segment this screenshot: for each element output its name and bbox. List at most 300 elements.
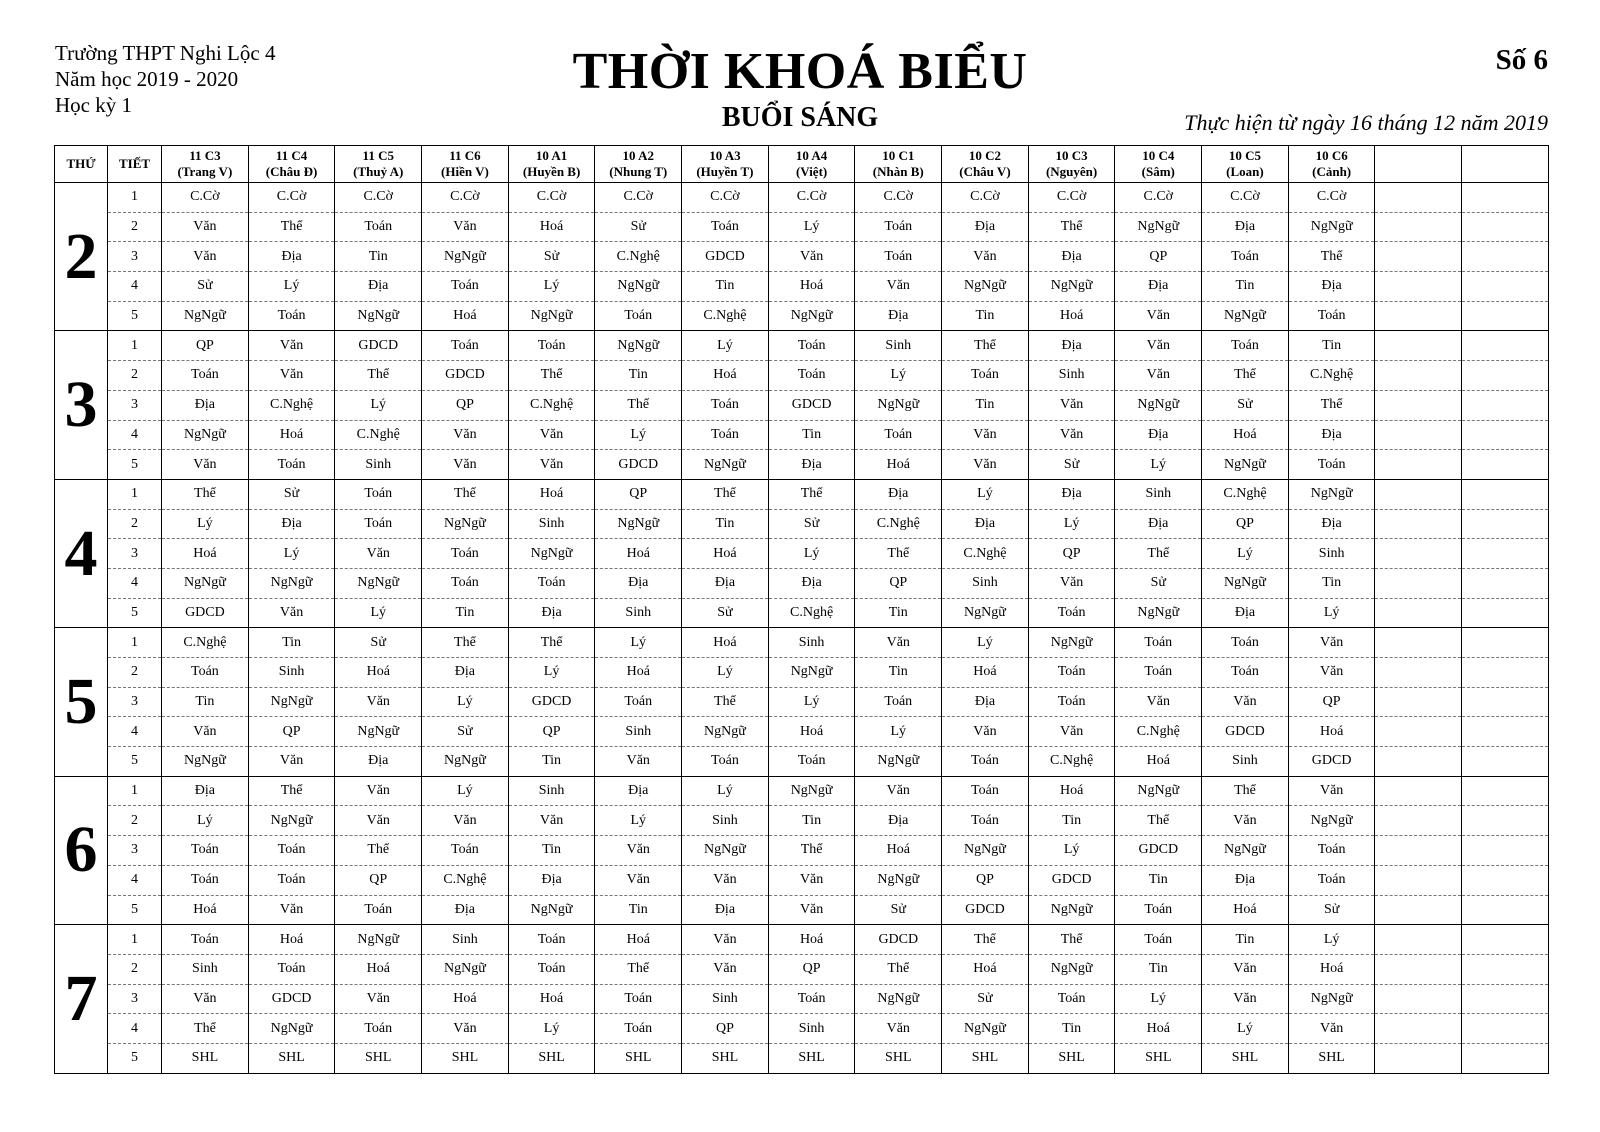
subject-cell: Toán	[508, 925, 595, 955]
subject-cell: Lý	[595, 628, 682, 658]
subject-cell: GDCD	[768, 390, 855, 420]
subject-cell: NgNgữ	[1028, 628, 1115, 658]
subject-cell: Hoá	[1288, 954, 1375, 984]
subject-cell: Văn	[162, 450, 249, 480]
subject-cell: Toán	[1202, 628, 1289, 658]
subject-cell: Tin	[1288, 331, 1375, 361]
subject-cell: Lý	[335, 390, 422, 420]
subject-cell: Sinh	[682, 984, 769, 1014]
subject-cell: NgNgữ	[508, 301, 595, 331]
subject-cell: NgNgữ	[248, 806, 335, 836]
class-header	[1115, 146, 1202, 183]
class-name: 10 C4	[1142, 148, 1175, 163]
subject-cell: Toán	[335, 509, 422, 539]
subject-cell: NgNgữ	[335, 301, 422, 331]
subject-cell: Thể	[248, 776, 335, 806]
subject-cell: NgNgữ	[1202, 450, 1289, 480]
class-header	[1028, 146, 1115, 183]
empty-cell	[1462, 331, 1549, 361]
subject-cell: Sinh	[595, 717, 682, 747]
subject-cell: Toán	[1028, 658, 1115, 688]
class-teacher: (Thuỷ A)	[353, 164, 404, 179]
subject-cell: Toán	[335, 479, 422, 509]
subject-cell: C.Cờ	[248, 183, 335, 213]
subject-cell: SHL	[1028, 1043, 1115, 1073]
subject-cell: C.Cờ	[595, 183, 682, 213]
page-subtitle: BUỔI SÁNG	[721, 102, 879, 133]
subject-cell: NgNgữ	[1202, 301, 1289, 331]
class-name: 11 C5	[362, 148, 394, 163]
subject-cell: Sinh	[1115, 479, 1202, 509]
subject-cell: Lý	[1202, 1014, 1289, 1044]
subject-cell: QP	[422, 390, 509, 420]
period-row	[55, 895, 1549, 925]
subject-cell: Sinh	[508, 509, 595, 539]
subject-cell: Hoá	[248, 420, 335, 450]
subject-cell: Sinh	[335, 450, 422, 480]
subject-cell: Thể	[335, 836, 422, 866]
subject-cell: NgNgữ	[1028, 272, 1115, 302]
subject-cell: Địa	[942, 212, 1029, 242]
period-number: 5	[108, 598, 162, 628]
class-teacher: (Nhung T)	[609, 164, 668, 179]
subject-cell: Thể	[422, 628, 509, 658]
empty-cell	[1462, 836, 1549, 866]
subject-cell: Sử	[422, 717, 509, 747]
empty-cell	[1375, 450, 1462, 480]
subject-cell: NgNgữ	[942, 836, 1029, 866]
class-header	[248, 146, 335, 183]
day-label: 4	[55, 479, 108, 627]
period-row	[55, 925, 1549, 955]
subject-cell: Thể	[508, 361, 595, 391]
subject-cell: NgNgữ	[1115, 598, 1202, 628]
subject-cell: QP	[855, 568, 942, 598]
subject-cell: Lý	[682, 331, 769, 361]
day-label: 3	[55, 331, 108, 479]
subject-cell: Văn	[1288, 628, 1375, 658]
subject-cell: Toán	[422, 539, 509, 569]
period-number: 2	[108, 658, 162, 688]
subject-cell: Sinh	[855, 331, 942, 361]
subject-cell: NgNgữ	[162, 301, 249, 331]
subject-cell: Văn	[1115, 301, 1202, 331]
subject-cell: Văn	[855, 1014, 942, 1044]
subject-cell: Lý	[508, 272, 595, 302]
subject-cell: Văn	[335, 984, 422, 1014]
subject-cell: Văn	[508, 806, 595, 836]
subject-cell: NgNgữ	[1028, 954, 1115, 984]
subject-cell: C.Nghệ	[162, 628, 249, 658]
empty-cell	[1375, 984, 1462, 1014]
timetable	[54, 145, 1549, 1074]
subject-cell: NgNgữ	[1202, 568, 1289, 598]
subject-cell: Toán	[682, 212, 769, 242]
subject-cell: Văn	[335, 539, 422, 569]
subject-cell: Thể	[162, 1014, 249, 1044]
subject-cell: SHL	[768, 1043, 855, 1073]
period-row	[55, 836, 1549, 866]
empty-cell	[1462, 925, 1549, 955]
subject-cell: Toán	[162, 836, 249, 866]
subject-cell: Sử	[162, 272, 249, 302]
subject-cell: Sinh	[942, 568, 1029, 598]
subject-cell: Lý	[595, 420, 682, 450]
period-number: 1	[108, 183, 162, 213]
subject-cell: Sử	[682, 598, 769, 628]
empty-cell	[1375, 895, 1462, 925]
subject-cell: C.Nghệ	[1202, 479, 1289, 509]
subject-cell: Hoá	[1115, 747, 1202, 777]
class-name: 11 C3	[189, 148, 221, 163]
subject-cell: Toán	[1202, 242, 1289, 272]
class-teacher: (Huyền T)	[696, 164, 754, 179]
class-teacher: (Châu Đ)	[265, 164, 318, 179]
empty-cell	[1375, 865, 1462, 895]
period-row	[55, 776, 1549, 806]
subject-cell: C.Cờ	[942, 183, 1029, 213]
subject-cell: Văn	[682, 865, 769, 895]
empty-cell	[1462, 598, 1549, 628]
subject-cell: Văn	[1202, 806, 1289, 836]
subject-cell: Văn	[508, 450, 595, 480]
subject-cell: Thể	[1288, 390, 1375, 420]
period-row	[55, 331, 1549, 361]
subject-cell: Hoá	[422, 984, 509, 1014]
subject-cell: Sinh	[682, 806, 769, 836]
subject-cell: Tin	[1288, 568, 1375, 598]
subject-cell: NgNgữ	[335, 568, 422, 598]
subject-cell: C.Nghệ	[768, 598, 855, 628]
subject-cell: Tin	[595, 361, 682, 391]
subject-cell: Toán	[508, 568, 595, 598]
subject-cell: Văn	[855, 776, 942, 806]
subject-cell: C.Nghệ	[855, 509, 942, 539]
subject-cell: Sử	[1028, 450, 1115, 480]
subject-cell: NgNgữ	[248, 687, 335, 717]
subject-cell: Văn	[682, 954, 769, 984]
subject-cell: Địa	[1115, 509, 1202, 539]
subject-cell: Lý	[768, 687, 855, 717]
subject-cell: GDCD	[335, 331, 422, 361]
empty-cell	[1375, 747, 1462, 777]
subject-cell: Toán	[335, 895, 422, 925]
subject-cell: Tin	[1115, 954, 1202, 984]
class-name: 10 A2	[622, 148, 654, 163]
subject-cell: NgNgữ	[335, 925, 422, 955]
subject-cell: Địa	[1202, 212, 1289, 242]
subject-cell: Địa	[942, 509, 1029, 539]
subject-cell: Lý	[1288, 598, 1375, 628]
period-number: 3	[108, 242, 162, 272]
class-name: 10 C3	[1055, 148, 1088, 163]
subject-cell: NgNgữ	[855, 984, 942, 1014]
effective-date: Thực hiện từ ngày 16 tháng 12 năm 2019	[1184, 110, 1548, 135]
subject-cell: Lý	[248, 272, 335, 302]
class-header	[1202, 146, 1289, 183]
subject-cell: GDCD	[942, 895, 1029, 925]
school-term: Học kỳ 1	[55, 93, 132, 117]
subject-cell: Thể	[1028, 212, 1115, 242]
subject-cell: Văn	[1115, 687, 1202, 717]
period-row	[55, 954, 1549, 984]
subject-cell: Sử	[1115, 568, 1202, 598]
class-teacher: (Hiền V)	[441, 164, 489, 179]
class-header	[508, 146, 595, 183]
subject-cell: Địa	[855, 806, 942, 836]
subject-cell: NgNgữ	[422, 747, 509, 777]
period-row	[55, 390, 1549, 420]
subject-cell: Toán	[1202, 658, 1289, 688]
period-row	[55, 865, 1549, 895]
class-teacher: (Huyền B)	[522, 164, 581, 179]
subject-cell: Toán	[1115, 895, 1202, 925]
subject-cell: Sinh	[162, 954, 249, 984]
subject-cell: Văn	[682, 925, 769, 955]
subject-cell: QP	[335, 865, 422, 895]
subject-cell: Văn	[248, 361, 335, 391]
empty-cell	[1462, 954, 1549, 984]
subject-cell: Văn	[1028, 390, 1115, 420]
subject-cell: Hoá	[595, 539, 682, 569]
subject-cell: Toán	[942, 806, 1029, 836]
subject-cell: Sinh	[595, 598, 682, 628]
subject-cell: Thể	[682, 479, 769, 509]
subject-cell: Địa	[682, 568, 769, 598]
subject-cell: Thể	[942, 925, 1029, 955]
empty-cell	[1375, 183, 1462, 213]
empty-header	[1375, 146, 1462, 183]
empty-cell	[1375, 954, 1462, 984]
class-name: 10 A1	[535, 148, 568, 163]
class-name: 10 A4	[795, 148, 828, 163]
period-row	[55, 984, 1549, 1014]
timetable-body	[55, 183, 1549, 1074]
subject-cell: NgNgữ	[508, 539, 595, 569]
subject-cell: C.Nghệ	[508, 390, 595, 420]
subject-cell: NgNgữ	[768, 776, 855, 806]
subject-cell: NgNgữ	[942, 272, 1029, 302]
subject-cell: Sử	[855, 895, 942, 925]
period-number: 5	[108, 1043, 162, 1073]
subject-cell: C.Cờ	[1115, 183, 1202, 213]
period-row	[55, 242, 1549, 272]
subject-cell: Văn	[335, 687, 422, 717]
subject-cell: NgNgữ	[855, 865, 942, 895]
empty-cell	[1375, 836, 1462, 866]
subject-cell: Toán	[855, 420, 942, 450]
subject-cell: Tin	[335, 242, 422, 272]
subject-cell: NgNgữ	[768, 301, 855, 331]
class-header	[682, 146, 769, 183]
period-row	[55, 806, 1549, 836]
subject-cell: Hoá	[595, 925, 682, 955]
subject-cell: Lý	[1028, 836, 1115, 866]
subject-cell: Lý	[422, 776, 509, 806]
subject-cell: Lý	[768, 539, 855, 569]
subject-cell: Văn	[1028, 420, 1115, 450]
subject-cell: Lý	[855, 717, 942, 747]
subject-cell: Văn	[942, 717, 1029, 747]
subject-cell: Hoá	[942, 658, 1029, 688]
subject-cell: Hoá	[1028, 776, 1115, 806]
empty-cell	[1375, 717, 1462, 747]
empty-cell	[1462, 420, 1549, 450]
subject-cell: Toán	[595, 1014, 682, 1044]
subject-cell: Thể	[1202, 776, 1289, 806]
subject-cell: C.Nghệ	[682, 301, 769, 331]
subject-cell: Sử	[942, 984, 1029, 1014]
empty-cell	[1375, 479, 1462, 509]
subject-cell: Tin	[768, 806, 855, 836]
subject-cell: NgNgữ	[1115, 776, 1202, 806]
subject-cell: SHL	[335, 1043, 422, 1073]
subject-cell: Văn	[1288, 776, 1375, 806]
subject-cell: Toán	[1115, 925, 1202, 955]
subject-cell: Địa	[1202, 865, 1289, 895]
period-number: 1	[108, 776, 162, 806]
period-number: 2	[108, 212, 162, 242]
subject-cell: Thể	[1288, 242, 1375, 272]
subject-cell: Lý	[1115, 450, 1202, 480]
empty-cell	[1375, 390, 1462, 420]
subject-cell: Hoá	[1028, 301, 1115, 331]
subject-cell: GDCD	[248, 984, 335, 1014]
subject-cell: Sinh	[1202, 747, 1289, 777]
subject-cell: GDCD	[1115, 836, 1202, 866]
subject-cell: Hoá	[335, 954, 422, 984]
period-row	[55, 509, 1549, 539]
empty-cell	[1462, 687, 1549, 717]
empty-cell	[1375, 806, 1462, 836]
subject-cell: Tin	[855, 598, 942, 628]
class-header	[768, 146, 855, 183]
subject-cell: C.Nghệ	[335, 420, 422, 450]
period-number: 5	[108, 301, 162, 331]
subject-cell: Toán	[1288, 836, 1375, 866]
subject-cell: NgNgữ	[595, 509, 682, 539]
subject-cell: NgNgữ	[1115, 390, 1202, 420]
subject-cell: Tin	[422, 598, 509, 628]
school-year: Năm học 2019 - 2020	[55, 67, 239, 91]
subject-cell: Toán	[508, 954, 595, 984]
subject-cell: Thể	[942, 331, 1029, 361]
subject-cell: SHL	[162, 1043, 249, 1073]
subject-cell: Hoá	[162, 539, 249, 569]
period-row	[55, 1043, 1549, 1073]
subject-cell: Lý	[1202, 539, 1289, 569]
day-label: 2	[55, 183, 108, 331]
empty-cell	[1375, 776, 1462, 806]
subject-cell: QP	[682, 1014, 769, 1044]
subject-cell: Hoá	[508, 984, 595, 1014]
subject-cell: Văn	[1202, 687, 1289, 717]
subject-cell: Tin	[508, 836, 595, 866]
subject-cell: Hoá	[1115, 1014, 1202, 1044]
period-row	[55, 747, 1549, 777]
subject-cell: Toán	[1028, 984, 1115, 1014]
subject-cell: NgNgữ	[682, 450, 769, 480]
subject-cell: Toán	[682, 390, 769, 420]
empty-cell	[1462, 361, 1549, 391]
subject-cell: Lý	[162, 806, 249, 836]
subject-cell: Văn	[422, 806, 509, 836]
subject-cell: Văn	[248, 598, 335, 628]
period-number: 3	[108, 687, 162, 717]
subject-cell: Địa	[162, 390, 249, 420]
subject-cell: Văn	[595, 747, 682, 777]
subject-cell: Toán	[422, 568, 509, 598]
period-number: 4	[108, 420, 162, 450]
subject-cell: Toán	[595, 687, 682, 717]
subject-cell: Tin	[1028, 1014, 1115, 1044]
subject-cell: GDCD	[595, 450, 682, 480]
subject-cell: Lý	[422, 687, 509, 717]
subject-cell: NgNgữ	[768, 658, 855, 688]
class-name: 10 C6	[1315, 148, 1348, 163]
subject-cell: Hoá	[595, 658, 682, 688]
class-header	[335, 146, 422, 183]
class-header	[422, 146, 509, 183]
subject-cell: Hoá	[942, 954, 1029, 984]
subject-cell: GDCD	[508, 687, 595, 717]
subject-cell: Địa	[1028, 479, 1115, 509]
period-row	[55, 539, 1549, 569]
subject-cell: Lý	[508, 1014, 595, 1044]
subject-cell: C.Nghệ	[595, 242, 682, 272]
empty-cell	[1462, 450, 1549, 480]
subject-cell: Thể	[595, 954, 682, 984]
subject-cell: Toán	[248, 954, 335, 984]
subject-cell: Thể	[162, 479, 249, 509]
subject-cell: NgNgữ	[855, 747, 942, 777]
subject-cell: Địa	[422, 658, 509, 688]
subject-cell: C.Nghệ	[1115, 717, 1202, 747]
class-teacher: (Trang V)	[177, 164, 233, 179]
subject-cell: Văn	[248, 747, 335, 777]
empty-cell	[1462, 183, 1549, 213]
period-number: 2	[108, 361, 162, 391]
subject-cell: Toán	[768, 984, 855, 1014]
subject-cell: NgNgữ	[248, 1014, 335, 1044]
period-row	[55, 301, 1549, 331]
empty-cell	[1462, 717, 1549, 747]
subject-cell: NgNgữ	[248, 568, 335, 598]
subject-cell: Tin	[942, 301, 1029, 331]
class-name: 11 C6	[449, 148, 481, 163]
empty-cell	[1375, 568, 1462, 598]
subject-cell: Sử	[335, 628, 422, 658]
subject-cell: Địa	[1028, 331, 1115, 361]
subject-cell: NgNgữ	[422, 954, 509, 984]
subject-cell: Địa	[248, 242, 335, 272]
subject-cell: Địa	[942, 687, 1029, 717]
empty-cell	[1462, 1014, 1549, 1044]
empty-cell	[1462, 895, 1549, 925]
subject-cell: GDCD	[1202, 717, 1289, 747]
subject-cell: Sinh	[508, 776, 595, 806]
period-row	[55, 687, 1549, 717]
period-row	[55, 479, 1549, 509]
subject-cell: Lý	[248, 539, 335, 569]
subject-cell: Toán	[1115, 628, 1202, 658]
subject-cell: Tin	[1028, 806, 1115, 836]
subject-cell: Toán	[1115, 658, 1202, 688]
subject-cell: NgNgữ	[162, 420, 249, 450]
period-number: 3	[108, 539, 162, 569]
subject-cell: Sinh	[1288, 539, 1375, 569]
period-row	[55, 717, 1549, 747]
